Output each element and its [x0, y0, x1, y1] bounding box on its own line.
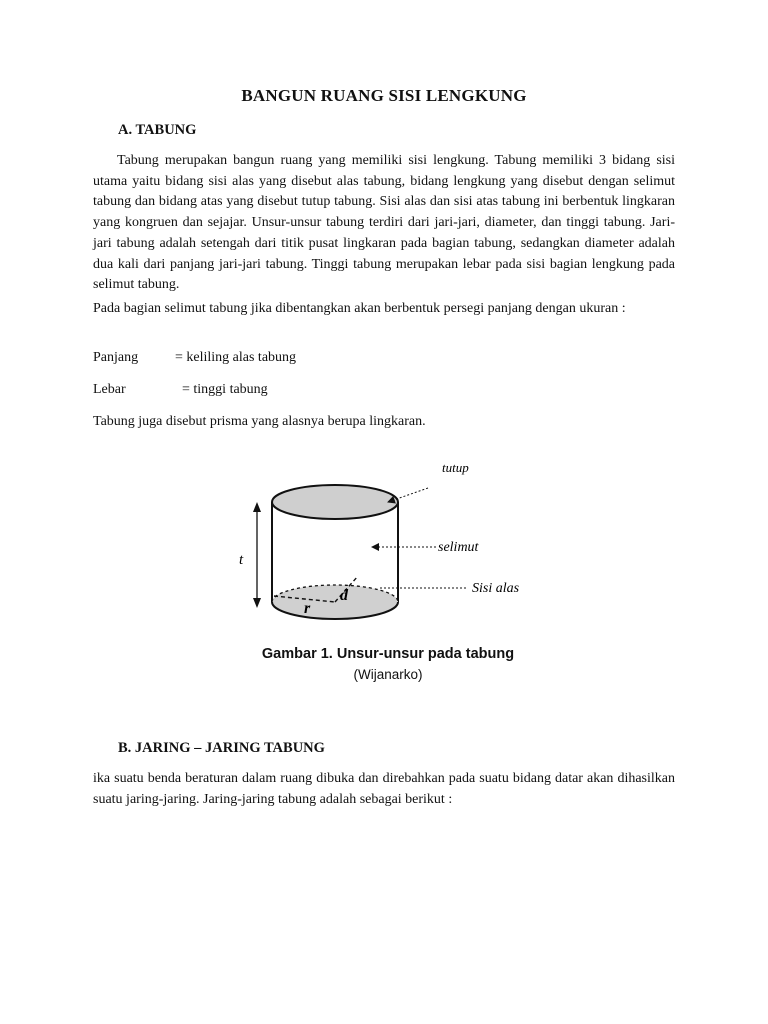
label-sisi-alas: Sisi alas: [472, 581, 520, 596]
label-tutup: tutup: [442, 460, 469, 475]
height-arrow-bottom-head: [253, 598, 261, 608]
lebar-label: Lebar: [93, 382, 126, 397]
section-a-paragraph-2: Pada bagian selimut tabung jika dibentangkan akan berbentuk persegi panjang dengan ukuran :: [93, 301, 626, 316]
panjang-line: [93, 350, 296, 366]
panjang-value: = keliling alas tabung: [175, 350, 297, 365]
cylinder-top: [272, 485, 398, 519]
label-t: t: [239, 552, 244, 568]
cylinder-figure: [230, 452, 530, 648]
section-a-heading: A. TABUNG: [118, 122, 197, 138]
lebar-line: [93, 382, 268, 398]
label-r: r: [304, 600, 311, 617]
section-b-paragraph-1: ika suatu benda beraturan dalam ruang dibuka dan direbahkan pada suatu bidang datar akan dihasilkan suatu jaring-jaring. Jaring-jaring tabung adalah sebagai berikut :: [93, 771, 675, 807]
panjang-label: Panjang: [93, 350, 139, 365]
section-a-paragraph-3: Tabung juga disebut prisma yang alasnya berupa lingkaran.: [93, 414, 426, 429]
page-title: BANGUN RUANG SISI LENGKUNG: [241, 86, 527, 105]
label-selimut: selimut: [438, 540, 479, 555]
label-d: d: [340, 587, 348, 604]
section-b-heading: B. JARING – JARING TABUNG: [118, 740, 325, 756]
figure-source: (Wijanarko): [353, 667, 423, 682]
figure-caption: Gambar 1. Unsur-unsur pada tabung: [261, 646, 515, 662]
lebar-value: = tinggi tabung: [182, 382, 268, 397]
section-a-paragraph-1: Tabung merupakan bangun ruang yang memiliki sisi lengkung. Tabung memiliki 3 bidang sisi utama yaitu bidang sisi alas yang disebut alas tabung, bidang lengkung yang disebut dengan selimut tabung dan bidang atas yang disebut tutup tabung. Sisi alas dan sisi atas tabung ini berbentuk lingkaran yang kongruen dan sejajar. Unsur-unsur tabung terdiri dari jari-jari, diameter, dan tinggi tabung. Jari-jari tabung adalah setengah dari titik pusat lingkaran pada bagian tabung, sedangkan diameter adalah dua kali dari panjang jari-jari tabung. Tinggi tabung merupakan lebar pada sisi bagian lengkung pada selimut tabung.: [93, 153, 675, 293]
height-arrow-top-head: [253, 502, 261, 512]
